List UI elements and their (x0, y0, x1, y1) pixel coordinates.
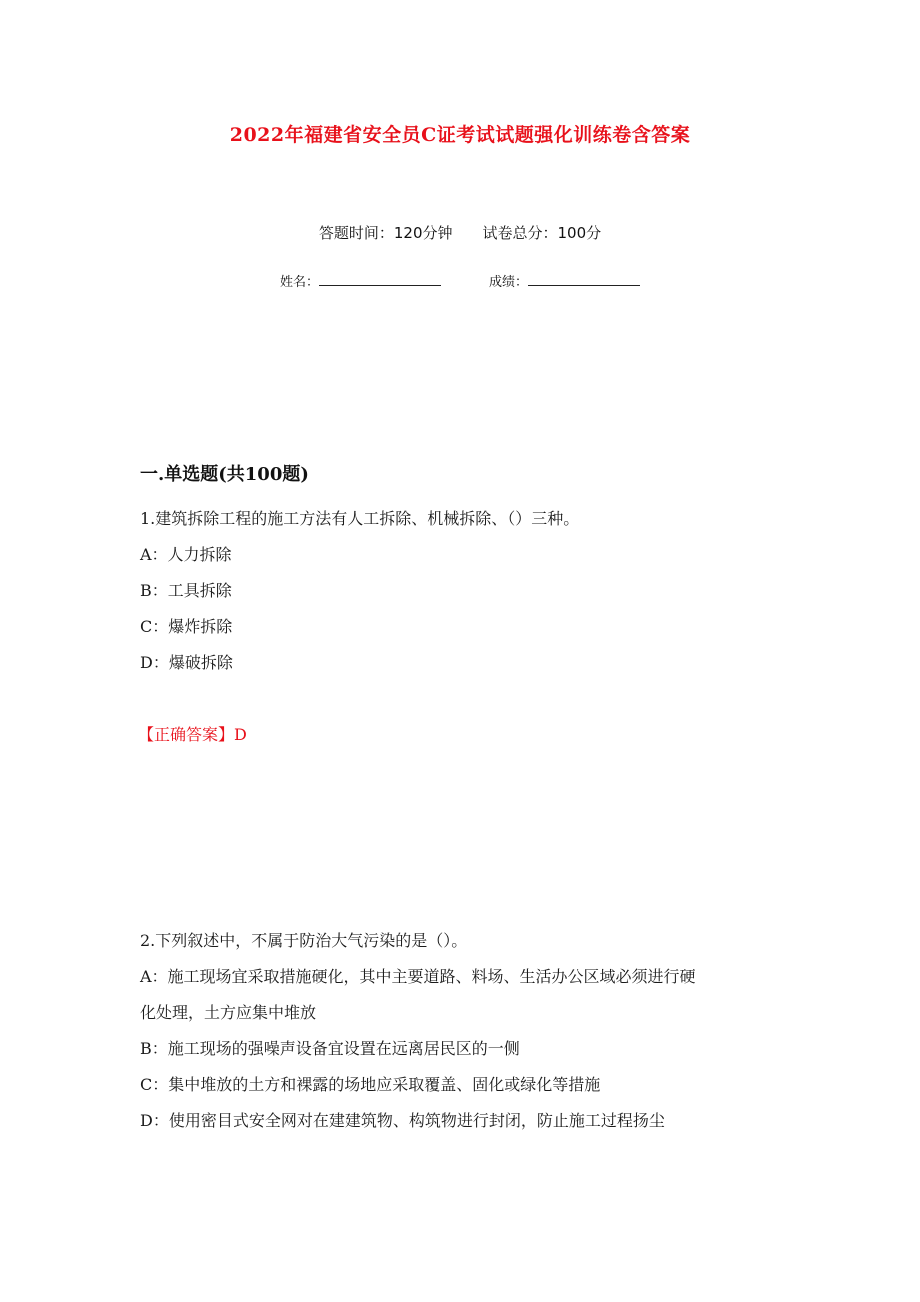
score-label: 成绩： (489, 275, 529, 290)
question-1-option-a: A：人力拆除 (140, 545, 232, 564)
question-2-option-c: C：集中堆放的土方和裸露的场地应采取覆盖、固化或绿化等措施 (140, 1075, 601, 1094)
question-1-option-c: C：爆炸拆除 (140, 617, 233, 636)
question-2-option-d: D：使用密目式安全网对在建建筑物、构筑物进行封闭，防止施工过程扬尘 (140, 1111, 665, 1130)
candidate-info-line (0, 271, 920, 290)
question-2-option-a-line-2: 化处理，土方应集中堆放 (140, 1003, 317, 1022)
question-2-option-b: B：施工现场的强噪声设备宜设置在远离居民区的一侧 (140, 1039, 520, 1058)
question-1-stem: 1.建筑拆除工程的施工方法有人工拆除、机械拆除、（）三种。 (140, 509, 580, 528)
question-1-answer: 【正确答案】D (138, 725, 247, 744)
document-title: 2022年福建省安全员C证考试试题强化训练卷含答案 (229, 124, 691, 146)
question-2-stem: 2.下列叙述中，不属于防治大气污染的是（）。 (140, 931, 468, 950)
question-1-option-d: D：爆破拆除 (140, 653, 233, 672)
name-blank[interactable] (319, 273, 441, 286)
section-heading: 一.单选题(共100题) (140, 464, 309, 485)
question-1-option-b: B：工具拆除 (140, 581, 232, 600)
score-blank[interactable] (528, 273, 640, 286)
name-label: 姓名： (279, 275, 319, 290)
exam-info-line (0, 222, 920, 243)
exam-time: 答题时间：120分钟 (318, 224, 453, 242)
total-score: 试卷总分：100分 (482, 224, 602, 242)
question-2-option-a-line-1: A：施工现场宜采取措施硬化，其中主要道路、料场、生活办公区域必须进行硬 (140, 967, 696, 986)
